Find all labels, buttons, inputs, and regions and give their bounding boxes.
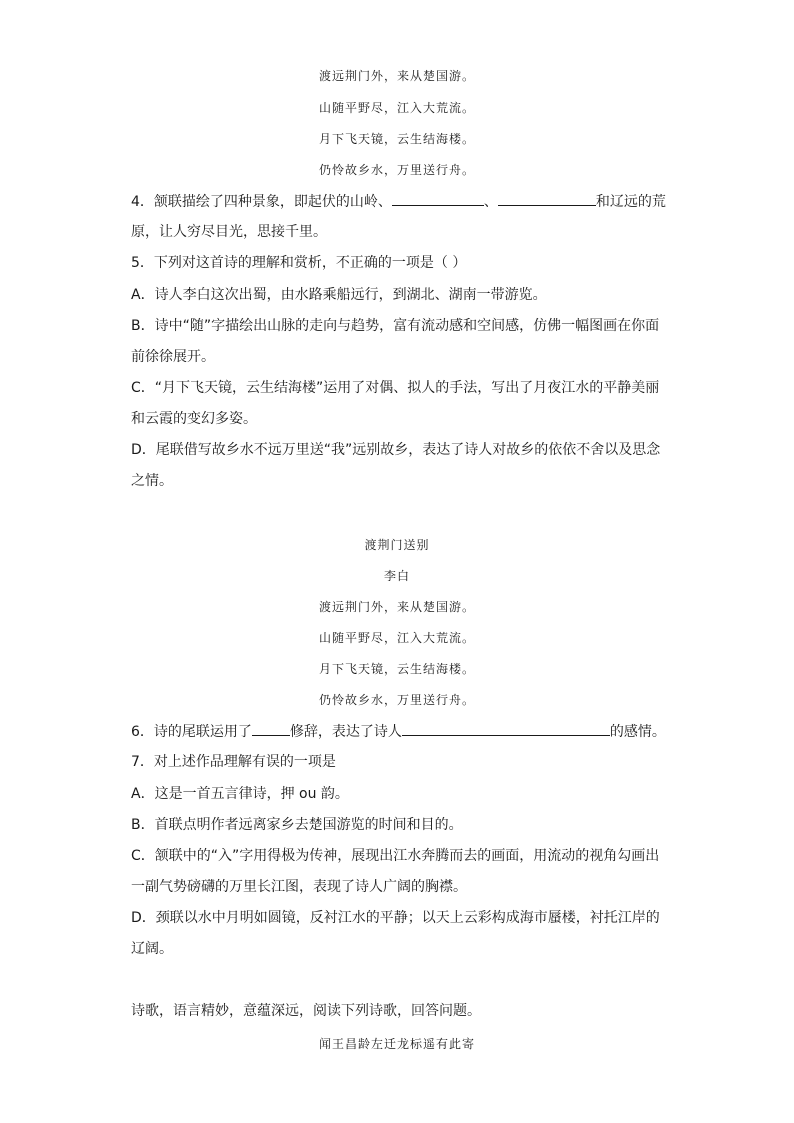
- question-7-option-d-cont: 辽阔。: [131, 941, 173, 957]
- question-5-option-b-cont: 前徐徐展开。: [131, 349, 215, 365]
- poem2-line-1: 渡远荆门外，来从楚国游。: [318, 600, 475, 614]
- poem2-line-4: 仍怜故乡水，万里送行舟。: [318, 693, 475, 707]
- question-6: 6．诗的尾联运用了 修辞，表达了诗人 的感情。: [131, 721, 666, 742]
- question-4: 4．颔联描绘了四种景象，即起伏的山岭、 、 和辽远的荒: [131, 191, 666, 212]
- question-7-option-a: A．这是一首五言律诗，押 ou 韵。: [131, 786, 349, 802]
- answer-blank-4[interactable]: [402, 721, 610, 736]
- question-4-cont: 原，让人穷尽目光，思接千里。: [131, 224, 327, 240]
- poem2-line-2: 山随平野尽，江入大荒流。: [318, 631, 475, 645]
- poem1-line-4: 仍怜故乡水，万里送行舟。: [318, 163, 475, 177]
- question-5-option-b: B．诗中“随”字描绘出山脉的走向与趋势，富有流动感和空间感，仿佛一幅图画在你面: [131, 318, 660, 334]
- poem2-author: 李白: [383, 569, 410, 583]
- poem2-title: 渡荆门送别: [364, 538, 430, 552]
- question-5-option-a: A．诗人李白这次出蜀，由水路乘船远行，到湖北、湖南一带游览。: [131, 287, 547, 303]
- question-5-option-d-cont: 之情。: [131, 473, 173, 489]
- answer-blank-3[interactable]: [252, 721, 290, 736]
- next-poem-title: 闻王昌龄左迁龙标遥有此寄: [318, 1037, 475, 1051]
- question-7-option-d: D．颈联以水中月明如圆镜，反衬江水的平静；以天上云彩构成海市蜃楼，衬托江岸的: [131, 910, 660, 926]
- poem1-line-3: 月下飞天镜，云生结海楼。: [318, 132, 475, 146]
- poem1-line-2: 山随平野尽，江入大荒流。: [318, 101, 475, 115]
- question-5-option-d: D．尾联借写故乡水不远万里送“我”远别故乡，表达了诗人对故乡的依依不舍以及思念: [131, 442, 661, 458]
- poem1-line-1: 渡远荆门外，来从楚国游。: [318, 69, 475, 83]
- answer-blank-2[interactable]: [498, 191, 596, 206]
- question-5-option-c: C．“月下飞天镜，云生结海楼”运用了对偶、拟人的手法，写出了月夜江水的平静美丽: [131, 380, 660, 396]
- question-7-option-c-cont: 一副气势磅礴的万里长江图，表现了诗人广阔的胸襟。: [131, 879, 467, 895]
- reading-intro: 诗歌，语言精妙，意蕴深远，阅读下列诗歌，回答问题。: [131, 1003, 481, 1019]
- question-5-option-c-cont: 和云霞的变幻多姿。: [131, 411, 257, 427]
- question-7-option-c: C．颔联中的“入”字用得极为传神，展现出江水奔腾而去的画面，用流动的视角勾画出: [131, 848, 660, 864]
- question-7-option-b: B．首联点明作者远离家乡去楚国游览的时间和目的。: [131, 817, 463, 833]
- answer-blank-1[interactable]: [392, 191, 484, 206]
- question-7-stem: 7．对上述作品理解有误的一项是: [131, 754, 336, 770]
- poem2-line-3: 月下飞天镜，云生结海楼。: [318, 662, 475, 676]
- question-5-stem: 5．下列对这首诗的理解和赏析，不正确的一项是（ ）: [131, 255, 467, 271]
